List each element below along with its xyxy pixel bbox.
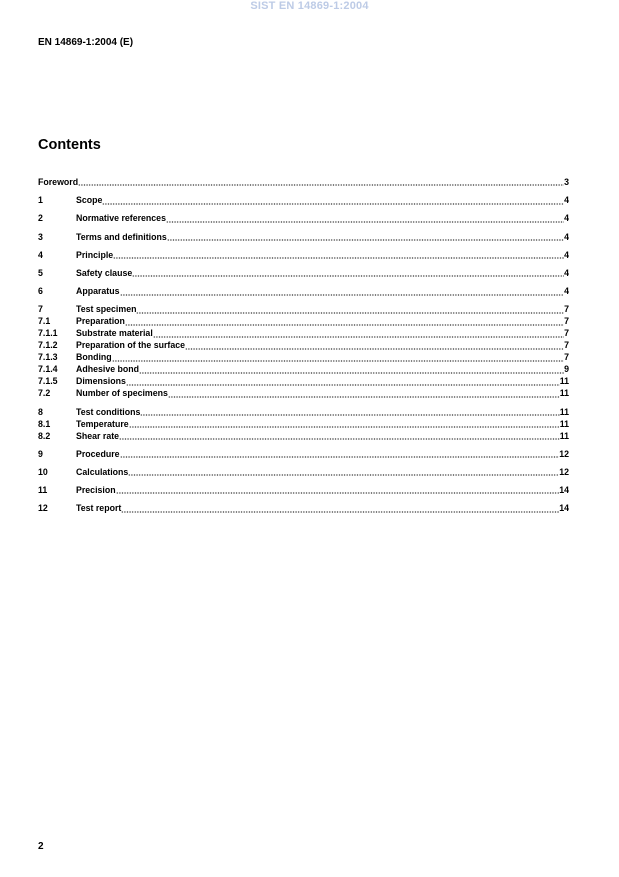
- toc-entry-page: 4: [564, 249, 569, 260]
- toc-entry-page: 4: [564, 267, 569, 278]
- toc-dot-leader: [128, 466, 559, 478]
- toc-entry-number: 7.1.3: [38, 352, 58, 363]
- toc-entry-number: 11: [38, 485, 48, 496]
- toc-entry-page: 11: [559, 376, 569, 387]
- toc-entry-page: 12: [559, 448, 569, 459]
- toc-entry-page: 4: [564, 213, 569, 224]
- toc-dot-leader: [119, 430, 560, 442]
- toc-entry-title: Normative references: [76, 213, 166, 224]
- toc-entry-precision: [38, 484, 569, 496]
- toc-group-foreword: [38, 176, 569, 188]
- toc-group-6: [38, 285, 569, 297]
- toc-group-5: [38, 267, 569, 279]
- toc-group-3: [38, 231, 569, 243]
- toc-entry-title: Test report: [76, 503, 122, 514]
- toc-entry-number: 7.1.4: [38, 364, 58, 375]
- toc-entry-page: 7: [564, 316, 569, 327]
- toc-entry-title: Principle: [76, 249, 114, 260]
- toc-entry-title: Precision: [76, 485, 116, 496]
- toc-dot-leader: [140, 406, 559, 418]
- toc-dot-leader: [139, 363, 564, 375]
- toc-entry-title: Preparation of the surface: [76, 340, 186, 351]
- toc-group-4: [38, 249, 569, 261]
- toc-entry-number-of-specimens: [38, 387, 569, 399]
- toc-dot-leader: [153, 327, 564, 339]
- toc-group-8: [38, 406, 569, 442]
- page-number: 2: [38, 841, 44, 852]
- toc-entry-number: 7.1.5: [38, 376, 58, 387]
- toc-entry-page: 14: [559, 503, 569, 514]
- toc-entry-number: 9: [38, 448, 43, 459]
- toc-entry-principle: [38, 249, 569, 261]
- toc-entry-title: Test conditions: [76, 406, 141, 417]
- toc-entry-procedure: [38, 448, 569, 460]
- toc-entry-number: 5: [38, 267, 43, 278]
- toc-dot-leader: [120, 285, 565, 297]
- toc-entry-number: 4: [38, 249, 43, 260]
- toc-entry-number: 7.1.1: [38, 328, 58, 339]
- toc-dot-leader: [125, 315, 564, 327]
- toc-entry-page: 4: [564, 231, 569, 242]
- toc-entry-title: Shear rate: [76, 430, 120, 441]
- toc-entry-page: 11: [559, 388, 569, 399]
- toc-entry-page: 3: [564, 177, 569, 187]
- toc-dot-leader: [121, 502, 559, 514]
- toc-entry-foreword: [38, 176, 569, 188]
- toc-entry-preparation-of-surface: [38, 339, 569, 351]
- toc-entry-title: Test specimen: [76, 304, 137, 315]
- toc-entry-page: 9: [564, 364, 569, 375]
- toc-entry-scope: [38, 194, 569, 206]
- toc-entry-number: 3: [38, 231, 43, 242]
- toc-dot-leader: [78, 176, 564, 188]
- toc-entry-title: Apparatus: [76, 286, 120, 297]
- toc-entry-preparation: [38, 315, 569, 327]
- toc-entry-number: 8.2: [38, 430, 51, 441]
- toc-entry-page: 12: [559, 466, 569, 477]
- toc-entry-test-conditions: [38, 406, 569, 418]
- toc-dot-leader: [136, 303, 564, 315]
- toc-entry-apparatus: [38, 285, 569, 297]
- toc-entry-terms-and-definitions: [38, 231, 569, 243]
- toc-entry-number: 12: [38, 503, 48, 514]
- toc-entry-title: Substrate material: [76, 328, 153, 339]
- toc-entry-page: 11: [559, 406, 569, 417]
- toc-entry-title: Terms and definitions: [76, 231, 167, 242]
- toc-entry-temperature: [38, 418, 569, 430]
- toc-group-9: [38, 448, 569, 460]
- toc-entry-page: 11: [559, 418, 569, 429]
- toc-entry-title: Dimensions: [76, 376, 126, 387]
- toc-group-7: [38, 303, 569, 399]
- toc-entry-test-specimen: [38, 303, 569, 315]
- contents-heading: Contents: [38, 137, 101, 153]
- toc-entry-title: Bonding: [76, 352, 112, 363]
- table-of-contents: [38, 176, 569, 514]
- toc-entry-title: Calculations: [76, 466, 129, 477]
- toc-entry-number: 10: [38, 466, 48, 477]
- toc-entry-page: 7: [564, 328, 569, 339]
- toc-dot-leader: [129, 418, 560, 430]
- toc-group-10: [38, 466, 569, 478]
- toc-dot-leader: [185, 339, 564, 351]
- toc-entry-number: 7.1: [38, 316, 51, 327]
- toc-group-12: [38, 502, 569, 514]
- toc-entry-number: 8.1: [38, 418, 51, 429]
- toc-entry-title: Temperature: [76, 418, 129, 429]
- toc-entry-substrate-material: [38, 327, 569, 339]
- toc-dot-leader: [132, 267, 564, 279]
- toc-entry-page: 14: [559, 485, 569, 496]
- document-id-header: EN 14869-1:2004 (E): [38, 37, 134, 48]
- toc-entry-title: Foreword: [38, 177, 79, 187]
- toc-entry-number: 7: [38, 304, 43, 315]
- watermark: SIST EN 14869-1:2004: [250, 0, 369, 12]
- toc-entry-bonding: [38, 351, 569, 363]
- toc-entry-title: Scope: [76, 195, 103, 206]
- toc-entry-page: 4: [564, 286, 569, 297]
- toc-entry-title: Procedure: [76, 448, 120, 459]
- toc-entry-safety-clause: [38, 267, 569, 279]
- toc-entry-number: 2: [38, 213, 43, 224]
- toc-entry-title: Number of specimens: [76, 388, 168, 399]
- toc-entry-adhesive-bond: [38, 363, 569, 375]
- toc-dot-leader: [120, 448, 560, 460]
- toc-entry-calculations: [38, 466, 569, 478]
- toc-entry-normative-references: [38, 212, 569, 224]
- toc-entry-number: 1: [38, 195, 43, 206]
- toc-entry-shear-rate: [38, 430, 569, 442]
- toc-entry-title: Preparation: [76, 316, 125, 327]
- toc-group-2: [38, 212, 569, 224]
- toc-entry-number: 7.1.2: [38, 340, 58, 351]
- toc-entry-page: 7: [564, 352, 569, 363]
- toc-dot-leader: [126, 375, 560, 387]
- toc-entry-number: 7.2: [38, 388, 51, 399]
- toc-entry-number: 6: [38, 286, 43, 297]
- toc-group-11: [38, 484, 569, 496]
- toc-entry-dimensions: [38, 375, 569, 387]
- toc-group-1: [38, 194, 569, 206]
- toc-entry-page: 11: [559, 430, 569, 441]
- toc-dot-leader: [113, 249, 564, 261]
- toc-dot-leader: [116, 484, 560, 496]
- toc-entry-test-report: [38, 502, 569, 514]
- toc-dot-leader: [167, 231, 564, 243]
- toc-entry-page: 7: [564, 340, 569, 351]
- toc-entry-page: 4: [564, 195, 569, 206]
- toc-dot-leader: [112, 351, 564, 363]
- toc-entry-number: 8: [38, 406, 43, 417]
- toc-entry-title: Adhesive bond: [76, 364, 140, 375]
- toc-entry-page: 7: [564, 304, 569, 315]
- toc-entry-title: Safety clause: [76, 267, 133, 278]
- toc-dot-leader: [102, 194, 564, 206]
- toc-dot-leader: [168, 387, 560, 399]
- toc-dot-leader: [166, 212, 564, 224]
